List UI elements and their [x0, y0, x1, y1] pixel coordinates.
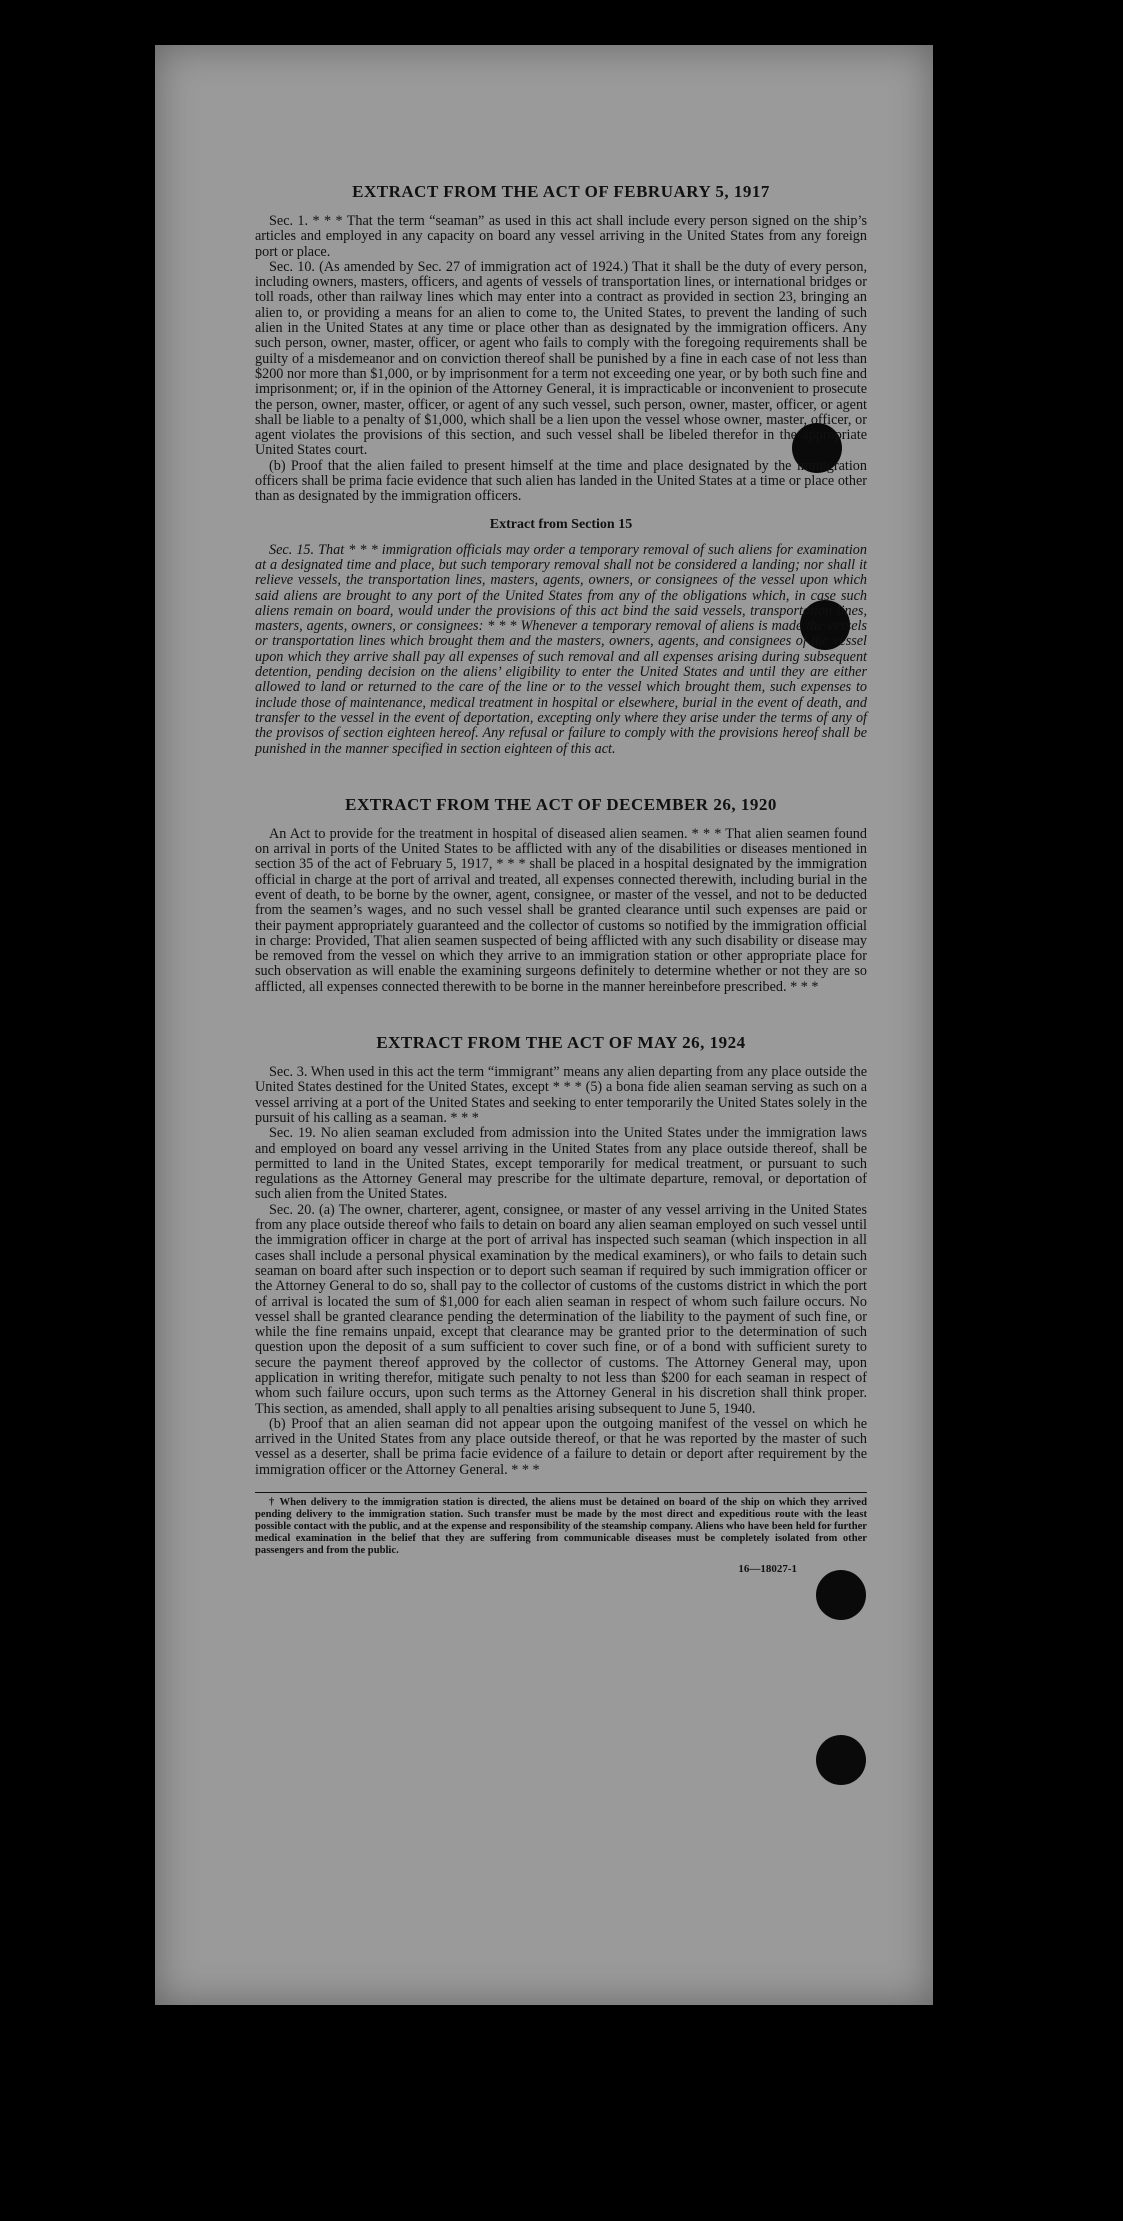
footnote — [255, 1492, 867, 1557]
document-page — [155, 45, 933, 2005]
paragraph: Sec. 10. (As amended by Sec. 27 of immigration act of 1924.) That it shall be the duty of every person, including owners, masters, officers, and agents of vessels of transportation lines, or international bridges or toll roads, other than railway lines which may enter into a contract as provided in section 23, bringing an alien to, or providing a means for an alien to come to, the United States, to prevent the landing of such alien in the United States at any time or place other than as designated by the immigration officers. Any such person, owner, master, officer, or agent who fails to comply with the foregoing requirements shall be guilty of a misdemeanor and on conviction thereof shall be punished by a fine in each case of not less than $200 nor more than $1,000, or by imprisonment for a term not exceeding one year, or by both such fine and imprisonment; or, if in the opinion of the Attorney General, it is impracticable or inconvenient to prosecute the person, owner, master, officer, or agent of any such vessel, such person, owner, master, officer, or agent shall be liable to a penalty of $1,000, which shall be a lien upon the vessel whose owner, master, officer, or agent violates the provisions of this section, and such vessel shall be libeled therefor in the appropriate United States court. — [255, 258, 867, 459]
heading-act-1920: EXTRACT FROM THE ACT OF DECEMBER 26, 1920 — [345, 794, 777, 814]
punch-hole — [816, 1570, 866, 1620]
punch-hole — [816, 1735, 866, 1785]
form-number: 16—18027-1 — [738, 1563, 797, 1576]
paragraph: An Act to provide for the treatment in hospital of diseased alien seamen. * * * That alien seamen found on arrival in ports of the United States to be afflicted with any of the disabilities or diseases mentioned in section 35 of the act of February 5, 1917, * * * shall be placed in a hospital designated by the immigration official in charge at the port of arrival and treated, all expenses connected therewith, including burial in the event of death, to be borne by the owner, agent, consignee, or master of the vessel, and not to be deducted from the seamen’s wages, and no such vessel shall be granted clearance until such expenses are paid or their payment appropriately guaranteed and the collector of customs so notified by the immigration official in charge: Provided, That alien seamen suspected of being afflicted with any such disability or disease may be removed from the vessel on which they arrive to an immigration station or other appropriate place for such observation as will enable the examining surgeons definitely to determine whether or not they are so afflicted, all expenses connected therewith to be borne in the manner hereinbefore prescribed. * * * — [255, 825, 867, 995]
paragraph: Sec. 19. No alien seaman excluded from admission into the United States under the immigration laws and employed on board any vessel arriving in the United States from any place outside thereof, shall be permitted to land in the United States, except temporarily for medical treatment, or pursuant to such regulations as the Attorney General may prescribe for the ultimate departure, removal, or deportation of such alien from the United States. — [255, 1125, 867, 1203]
paragraph: Sec. 3. When used in this act the term “immigrant” means any alien departing from any place outside the United States destined for the United States, except * * * (5) a bona fide alien seaman serving as such on a vessel arriving at a port of the United States and seeking to enter temporarily the United States solely in the pursuit of his calling as a seaman. * * * — [255, 1064, 867, 1126]
heading-act-1924: EXTRACT FROM THE ACT OF MAY 26, 1924 — [376, 1033, 746, 1053]
paragraph: (b) Proof that the alien failed to present himself at the time and place designated by the immigration officers shall be prima facie evidence that such alien has landed in the United States at a time or place other than as designated by the immigration officers. — [255, 457, 867, 505]
paragraph: Sec. 15. That * * * immigration officials may order a temporary removal of such aliens for examination at a designated time and place, but such temporary removal shall not be considered a landing; nor shall it relieve vessels, the transportation lines, masters, agents, owners, or consignees of the vessel upon which said aliens are brought to any port of the United States from any of the obligations which, in case such aliens remain on board, would under the provisions of this act bind the said vessels, transportation lines, masters, agents, owners, or consignees: * * * Whenever a temporary removal of aliens is made the vessels or transportation lines which brought them and the masters, owners, agents, and consignees of the vessel upon which they arrive shall pay all expenses of such removal and all expenses arising during subsequent detention, pending decision on the aliens’ eligibility to enter the United States and until they are either allowed to land or returned to the care of the line or to the vessel which brought them, such expenses to include those of maintenance, medical treatment in hospital or elsewhere, burial in the event of death, and transfer to the vessel in the event of deportation, excepting only where they arise under the terms of any of the provisos of section eighteen hereof. Any refusal or failure to comply with the provisions hereof shall be punished in the manner specified in section eighteen of this act. — [255, 541, 867, 757]
document-body — [255, 140, 867, 1575]
paragraph: (b) Proof that an alien seaman did not appear upon the outgoing manifest of the vessel on which he arrived in the United States from any place outside thereof, or that he was reported by the master of such vessel as a deserter, shall be prima facie evidence of a failure to detain or deport after requirement by the immigration officer or the Attorney General. * * * — [255, 1415, 867, 1478]
heading-act-1917: EXTRACT FROM THE ACT OF FEBRUARY 5, 1917 — [352, 182, 770, 201]
paragraph: Sec. 20. (a) The owner, charterer, agent, consignee, or master of any vessel arriving in the United States from any place outside thereof who fails to detain on board any alien seaman employed on such vessel until the immigration officer in charge at the port of arrival has inspected such seaman (which inspection in all cases shall include a personal physical examination by the medical examiners), or who fails to detain such seaman on board after such inspection or to deport such seaman if required by such immigration officer or the Attorney General to do so, shall pay to the collector of customs of the customs district in which the port of arrival is located the sum of $1,000 for each alien seaman in respect of whom such failure occurs. No vessel shall be granted clearance pending the determination of the liability to the payment of such fine, or while the fine remains unpaid, except that clearance may be granted prior to the determination of such question upon the deposit of a sum sufficient to cover such fine, or of a bond with sufficient surety to secure the payment thereof approved by the collector of customs. The Attorney General may, upon application in writing therefor, mitigate such penalty to not less than $200 for each seaman in respect of whom such failure occurs, upon such terms as the Attorney General in his discretion shall think proper. This section, as amended, shall apply to all penalties arising subsequent to June 5, 1940. — [255, 1201, 867, 1417]
footnote-text: † When delivery to the immigration station is directed, the aliens must be detained on board of the ship on which they arrived pending delivery to the immigration station. Such transfer must be made by the most direct and expeditious route with the least possible contact with the public, and at the expense and responsibility of the steamship company. Aliens who have been held for further medical examination in the belief that they are suffering from communicable diseases must be completely isolated from other passengers and from the public. — [255, 1497, 867, 1557]
heading-section-15: Extract from Section 15 — [489, 516, 633, 532]
paragraph: Sec. 1. * * * That the term “seaman” as used in this act shall include every person signed on the ship’s articles and employed in any capacity on board any vessel arriving in the United States from any foreign port or place. — [255, 213, 867, 260]
